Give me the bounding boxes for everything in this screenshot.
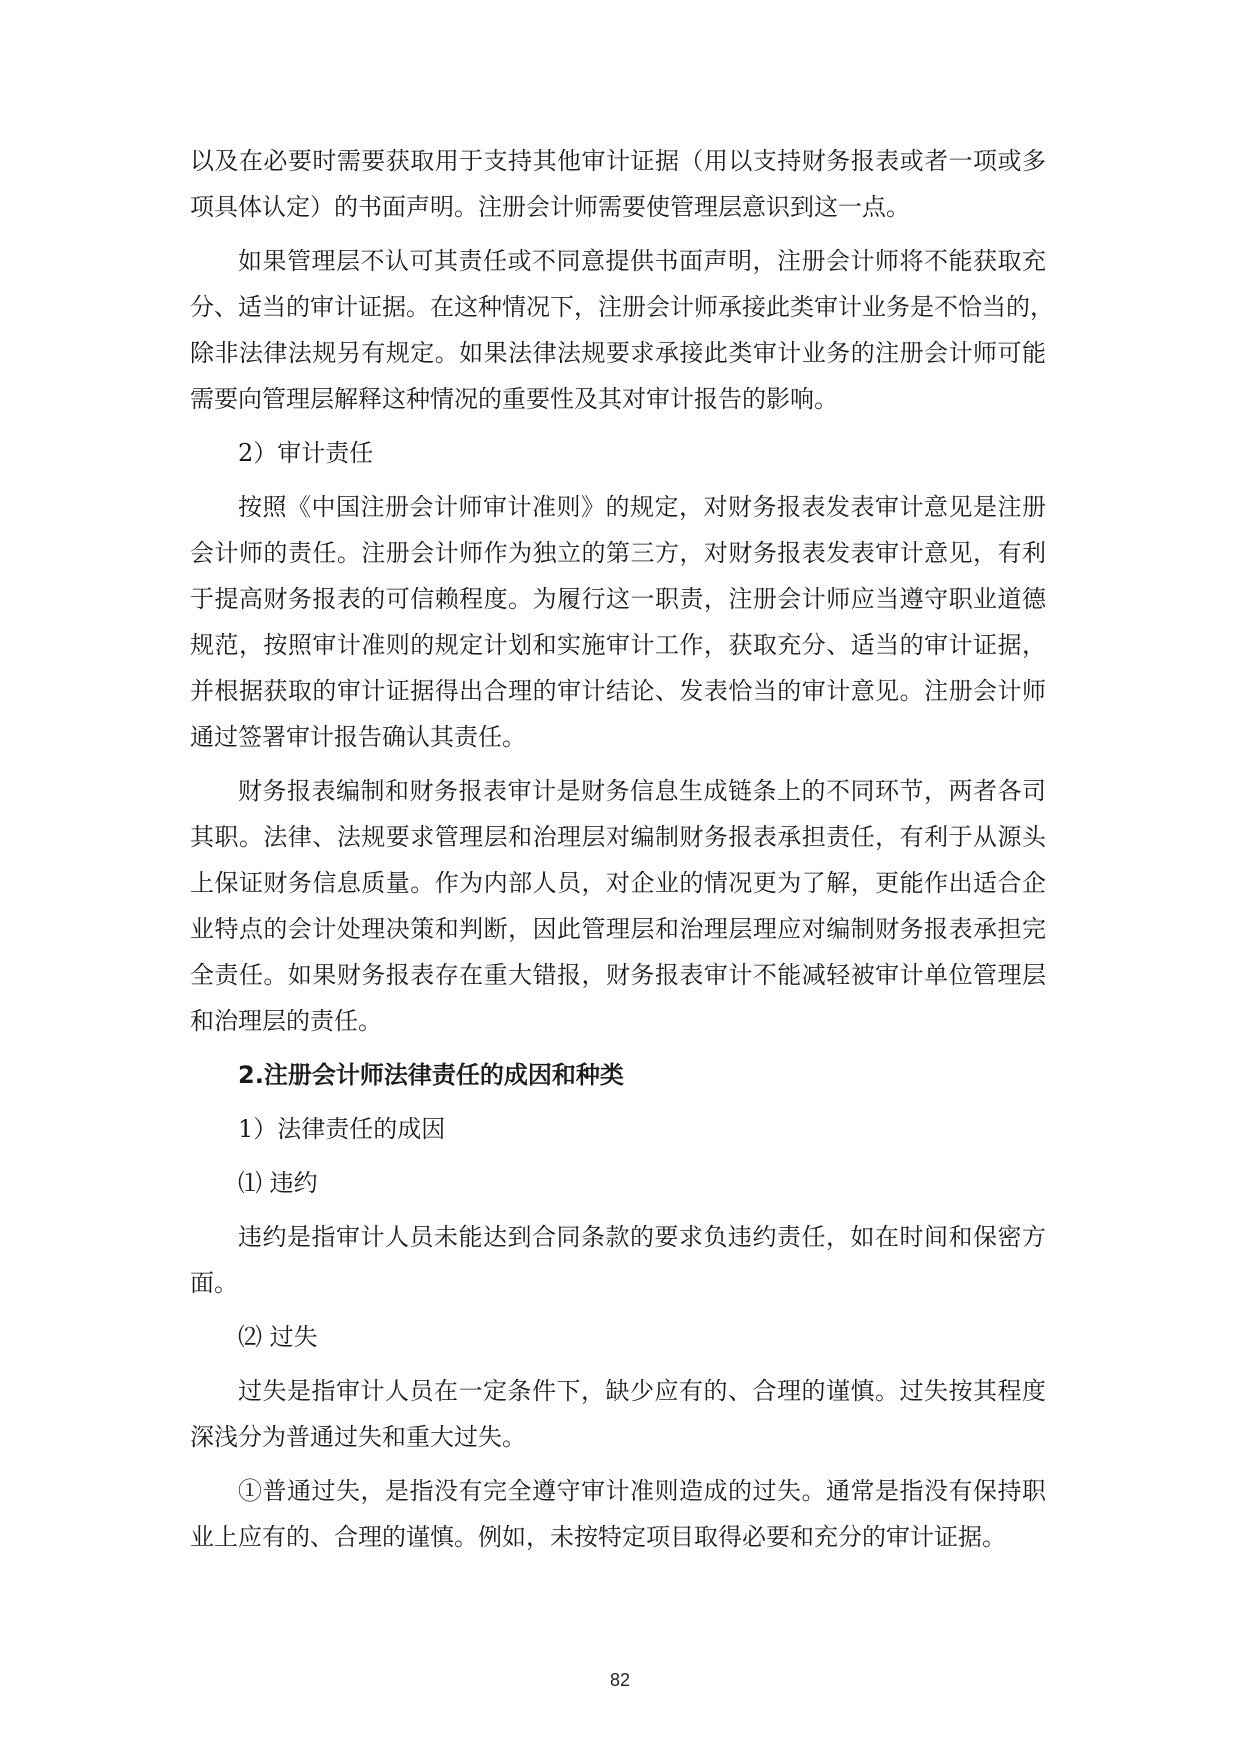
body-text-line: 分、适当的审计证据。在这种情况下，注册会计师承接此类审计业务是不恰当的， [190,293,1054,321]
body-text-line: 通过签署审计报告确认其责任。 [190,723,526,751]
body-text-line: 全责任。如果财务报表存在重大错报，财务报表审计不能减轻被审计单位管理层 [190,961,1046,989]
body-text-line: 以及在必要时需要获取用于支持其他审计证据（用以支持财务报表或者一项或多 [190,147,1046,175]
body-text-line: 违约是指审计人员未能达到合同条款的要求负违约责任，如在时间和保密方 [238,1223,1046,1251]
body-text-line: 上保证财务信息质量。作为内部人员，对企业的情况更为了解，更能作出适合企 [190,869,1046,897]
body-text-line: 业特点的会计处理决策和判断，因此管理层和治理层理应对编制财务报表承担完 [190,915,1046,943]
body-text-line: 其职。法律、法规要求管理层和治理层对编制财务报表承担责任，有利于从源头 [190,823,1046,851]
body-text-line: 如果管理层不认可其责任或不同意提供书面声明，注册会计师将不能获取充 [238,247,1046,275]
body-text-line: 并根据获取的审计证据得出合理的审计结论、发表恰当的审计意见。注册会计师 [190,677,1046,705]
page-number: 82 [609,1670,631,1690]
body-text-line: 过失是指审计人员在一定条件下，缺少应有的、合理的谨慎。过失按其程度 [238,1377,1046,1405]
subsection-heading: 1）法律责任的成因 [238,1115,446,1143]
body-text-line: 规范，按照审计准则的规定计划和实施审计工作，获取充分、适当的审计证据， [190,631,1046,659]
item-heading: ⑵ 过失 [238,1323,318,1351]
body-text-line: 会计师的责任。注册会计师作为独立的第三方，对财务报表发表审计意见，有利 [190,539,1046,567]
body-text-line: 业上应有的、合理的谨慎。例如，未按特定项目取得必要和充分的审计证据。 [190,1523,1006,1551]
section-title: 2.注册会计师法律责任的成因和种类 [238,1061,624,1089]
body-text-line: 面。 [190,1269,238,1297]
body-text-line: 财务报表编制和财务报表审计是财务信息生成链条上的不同环节，两者各司 [238,777,1046,805]
body-text-line: ①普通过失，是指没有完全遵守审计准则造成的过失。通常是指没有保持职 [238,1477,1046,1505]
section-heading: 2）审计责任 [238,439,374,467]
body-text-line: 项具体认定）的书面声明。注册会计师需要使管理层意识到这一点。 [190,193,910,221]
body-text-line: 深浅分为普通过失和重大过失。 [190,1423,526,1451]
body-text-line: 和治理层的责任。 [190,1007,382,1035]
body-text-line: 需要向管理层解释这种情况的重要性及其对审计报告的影响。 [190,385,838,413]
body-text-line: 于提高财务报表的可信赖程度。为履行这一职责，注册会计师应当遵守职业道德 [190,585,1046,613]
item-heading: ⑴ 违约 [238,1169,318,1197]
body-text-line: 按照《中国注册会计师审计准则》的规定，对财务报表发表审计意见是注册 [238,493,1046,521]
body-text-line: 除非法律法规另有规定。如果法律法规要求承接此类审计业务的注册会计师可能 [190,339,1046,367]
